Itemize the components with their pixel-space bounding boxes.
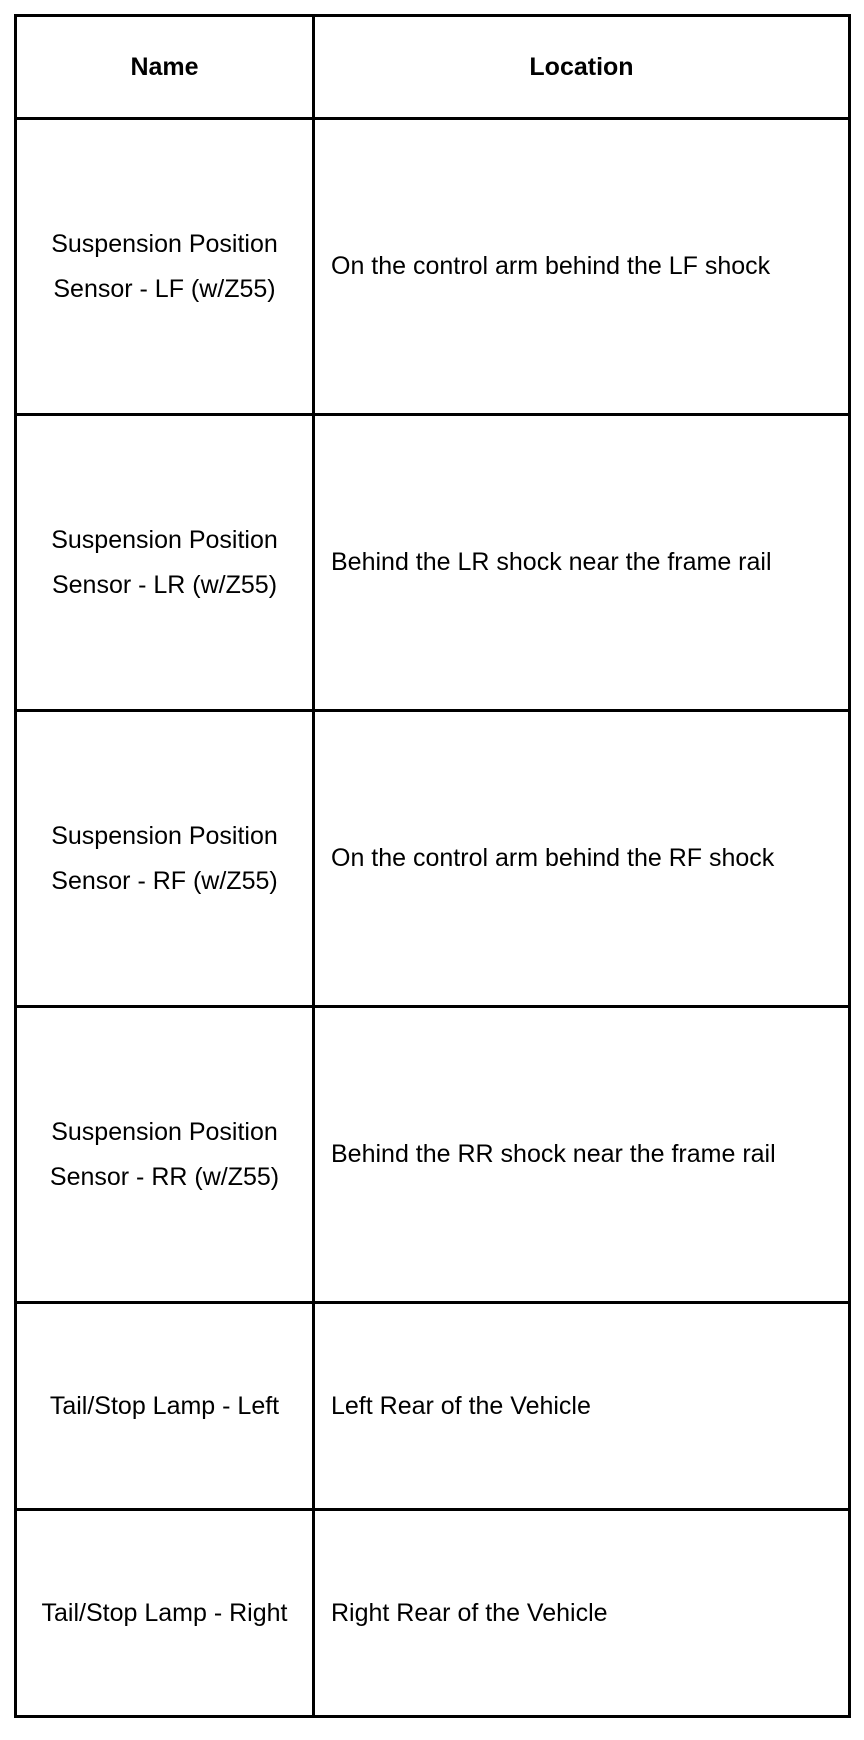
name-text: Tail/Stop Lamp - Left [49, 1391, 280, 1420]
location-text: Behind the RR shock near the frame rail [331, 1140, 776, 1168]
table-row [16, 1007, 850, 1303]
component-location-table [14, 14, 851, 1718]
location-cell [314, 1007, 850, 1303]
name-cell [16, 1303, 314, 1510]
name-cell [16, 711, 314, 1007]
location-text: On the control arm behind the LF shock [331, 252, 771, 280]
header-location: Location [314, 16, 850, 119]
name-text: Suspension Position Sensor - LF (w/Z55) [51, 229, 278, 303]
table-header-row [16, 16, 850, 119]
location-text: On the control arm behind the RF shock [331, 844, 775, 872]
location-cell [314, 1303, 850, 1510]
name-text: Tail/Stop Lamp - Right [41, 1598, 288, 1627]
table-row [16, 711, 850, 1007]
header-name: Name [16, 16, 314, 119]
name-text: Suspension Position Sensor - RF (w/Z55) [51, 821, 278, 895]
name-cell [16, 415, 314, 711]
table-row [16, 415, 850, 711]
location-cell [314, 711, 850, 1007]
table-row [16, 1510, 850, 1717]
name-cell [16, 1007, 314, 1303]
name-cell [16, 119, 314, 415]
name-text: Suspension Position Sensor - RR (w/Z55) [49, 1117, 280, 1191]
name-cell [16, 1510, 314, 1717]
location-text: Right Rear of the Vehicle [331, 1598, 608, 1627]
location-cell [314, 119, 850, 415]
table-row [16, 1303, 850, 1510]
table-row [16, 119, 850, 415]
location-text: Behind the LR shock near the frame rail [331, 548, 772, 576]
location-cell [314, 415, 850, 711]
name-text: Suspension Position Sensor - LR (w/Z55) [51, 525, 278, 599]
location-text: Left Rear of the Vehicle [331, 1391, 591, 1420]
location-cell [314, 1510, 850, 1717]
